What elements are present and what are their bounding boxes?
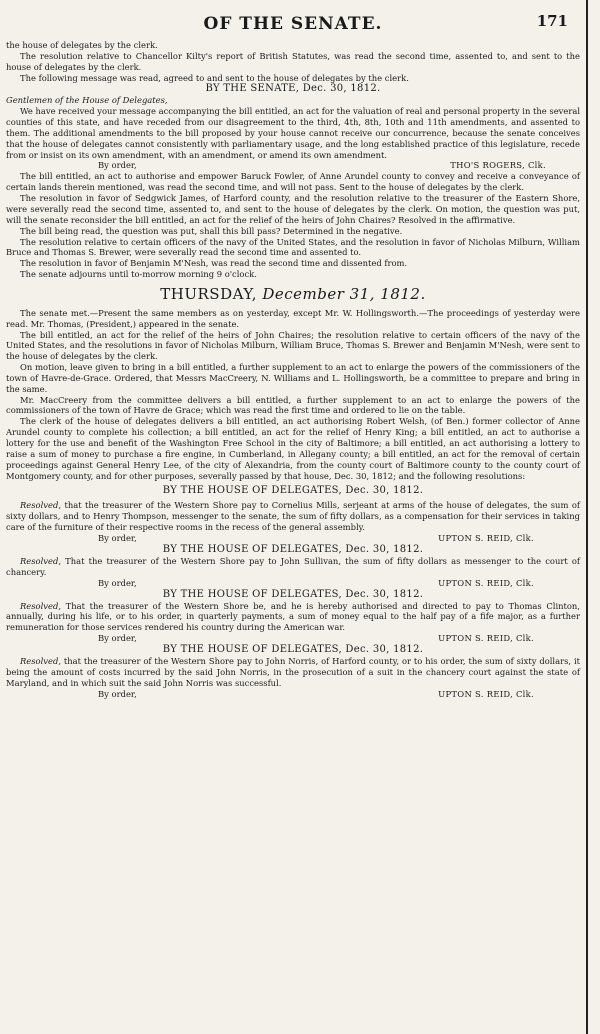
paragraph: The resolution in favor of Sedgwick James, of Harford county, and the resolution relative to the treasurer of the Eastern Shore, were severally read the second time, assented to, and sent to the house of delegates by the clerk. On motion, the question was put, will the senate reconsider the bill entitled, an act for the relief of the heirs of John Chaires? Resolved in the affirmative. (6, 193, 580, 225)
document-body (6, 40, 580, 700)
resolution-paragraph (6, 601, 580, 634)
resolution-paragraph (6, 656, 580, 689)
clerk-signature: UPTON S. REID, Clk. (438, 532, 534, 543)
paragraph: The resolution in favor of Benjamin M'Nesh, was read the second time and dissented from. (20, 258, 408, 269)
by-order: By order, (98, 633, 137, 644)
signature-block (6, 689, 580, 700)
resolved-lead: Resolved, (20, 600, 61, 611)
paragraph: Mr. MacCreery from the committee delivers a bill entitled, a further supplement to an act to enlarge the powers of the commissioners of the town of Havre de Grace; which was read the first time and ordered to lie on the table. (6, 394, 580, 416)
by-order: By order, (98, 577, 137, 588)
by-order: By order, (98, 532, 137, 543)
paragraph: The resolution relative to certain officers of the navy of the United States, and the resolution in favor of Nicholas Milburn, William Bruce and Thomas S. Brewer, were severally read the second time and assented to. (6, 236, 580, 258)
resolved-lead: Resolved, (20, 555, 61, 566)
paragraph: On motion, leave given to bring in a bill entitled, a further supplement to an act to enlarge the powers of the commissioners of the town of Havre-de-Grace. Ordered, that Messrs MacCreery, N. Williams and L. Hollingsworth, be a committee to prepare and bring in the same. (6, 362, 580, 394)
signature-block (6, 160, 580, 171)
resolution-heading: BY THE HOUSE OF DELEGATES, Dec. 30, 1812. (162, 485, 424, 497)
message-heading: BY THE SENATE, Dec. 30, 1812. (205, 83, 381, 95)
message-paragraph: We have received your message accompanying the bill entitled, an act for the valuation of real and personal property in the several counties of this state, and have receded from our disagreement to the third, 4th, 8th, 10th and 11th amendments, and assented to them. The additional amendments to the bill proposed by your house cannot receive our concurrence, because the senate conceives that the house of delegates cannot consistently with parliamentary usage, and the long established practice of this legislature, recede from or insist on its own amendment, with an amendment, or amend its own amendment. (6, 106, 581, 160)
paragraph: The bill entitled, an act for the relief of the heirs of John Chaires; the resolution relative to certain officers of the navy of the United States, and the resolutions in favor of Nicholas Milburn, William Bruce, Thomas S. Brewer and Benjamin M'Nesh, were sent to the house of delegates by the clerk. (6, 329, 580, 362)
resolution-paragraph (6, 556, 580, 578)
resolution-text: That the treasurer of the Western Shore pay to John Sullivan, the sum of fifty dollars as messenger to the court of chancery. (6, 555, 580, 577)
day-date: December 31, 1812. (262, 284, 426, 303)
clerk-signature: UPTON S. REID, Clk. (438, 577, 534, 588)
resolution-text: that the treasurer of the Western Shore pay to John Norris, of Harford county, or to his order, the sum of sixty dollars, it being the amount of costs incurred by the said John Norris, in the prosecution of a suit in the chancery court against the state of Maryland, and in which suit the said John Norris was successful. (6, 656, 580, 688)
paragraph: the house of delegates by the clerk. (6, 40, 158, 50)
paragraph: The resolution relative to Chancellor Kilty's report of British Statutes, was read the second time, assented to, and sent to the house of delegates by the clerk. (6, 50, 580, 72)
day-heading (6, 284, 580, 304)
salutation: Gentlemen of the House of Delegates, (6, 95, 168, 106)
resolved-lead: Resolved, (20, 656, 61, 667)
running-head: OF THE SENATE. (203, 14, 383, 34)
signature-block (6, 633, 580, 644)
signature-block (6, 533, 580, 544)
paragraph: The clerk of the house of delegates delivers a bill entitled, an act authorising Robert Welsh, (of Ben.) former collector of Anne Arundel county to complete his collection; a bill entitled, an act for the relief of Henry King; a bill entitled, an act to authorise a lottery for the use and benefit of the Washington Free School in the city of Baltimore; a bill entitled, an act authorising a lottery to raise a sum of money to purchase a fire engine, in Cumberland, in Allegany county; a bill entitled, an act for the removal of certain proceedings against General Henry Lee, of the city of Alexandria, from the county court of Baltimore county to the county court of Montgomery county, and for other purposes, severally passed by that house, Dec. 30, 1812; and the following resolutions: (6, 416, 580, 481)
paragraph: The senate met.—Present the same members as on yesterday, except Mr. W. Hollingsworth.—The proceedings of yesterday were read. Mr. Thomas, (President,) appeared in the senate. (6, 307, 580, 329)
resolution-heading: BY THE HOUSE OF DELEGATES, Dec. 30, 1812. (162, 543, 424, 555)
paragraph: The senate adjourns until to-morrow morning 9 o'clock. (20, 269, 257, 280)
clerk-signature: UPTON S. REID, Clk. (438, 688, 534, 699)
paragraph: The bill being read, the question was put, shall this bill pass? Determined in the negative. (20, 225, 403, 236)
paragraph: The bill entitled, an act to authorise and empower Baruck Fowler, of Anne Arundel county to convey and receive a conveyance of certain lands therein mentioned, was read the second time, and will not pass. Sent to the house of delegates by the clerk. (6, 171, 580, 193)
resolution-heading: BY THE HOUSE OF DELEGATES, Dec. 30, 1812. (162, 644, 424, 656)
resolved-lead: Resolved, (20, 500, 61, 511)
page-number: 171 (536, 12, 568, 30)
resolution-paragraph (6, 500, 580, 533)
resolution-text: That the treasurer of the Western Shore be, and he is hereby authorised and directed to pay to Thomas Clinton, annually, during his life, or to his order, in quarterly payments, a sum of money equal to the half pay of a fife major, as a further remuneration for those services rendered his country during the American war. (6, 600, 580, 633)
clerk-signature: THO'S ROGERS, Clk. (450, 160, 546, 171)
signature-block (6, 578, 580, 589)
by-order: By order, (98, 160, 137, 171)
clerk-signature: UPTON S. REID, Clk. (438, 633, 534, 644)
paragraph: The following message was read, agreed to and sent to the house of delegates by the clerk. (20, 72, 409, 83)
page-header (6, 8, 580, 40)
resolution-text: that the treasurer of the Western Shore pay to Cornelius Mills, serjeant at arms of the house of delegates, the sum of sixty dollars, and to Henry Thompson, messenger to the senate, the sum of fifty dollars, as a compensation for their services in taking care of the furniture of their respective rooms in the recess of the general assembly. (6, 500, 580, 533)
weekday: THURSDAY, (160, 284, 258, 303)
resolution-heading: BY THE HOUSE OF DELEGATES, Dec. 30, 1812. (162, 588, 424, 600)
by-order: By order, (98, 688, 137, 699)
